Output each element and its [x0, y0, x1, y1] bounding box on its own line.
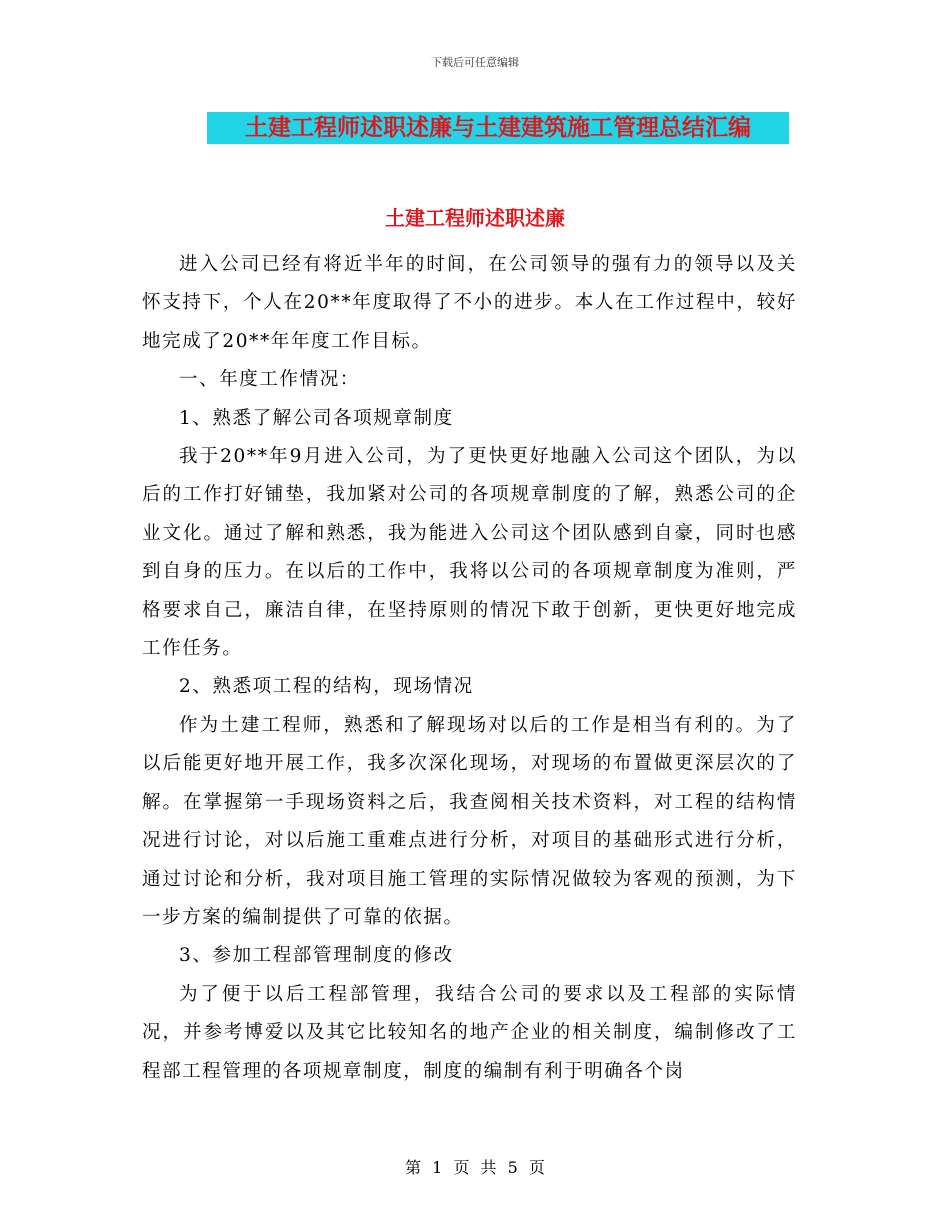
- document-body: [142, 246, 797, 1091]
- subheading-site: 2、熟悉项工程的结构，现场情况: [179, 676, 474, 698]
- document-title: 土建工程师述职述廉与土建建筑施工管理总结汇编: [207, 112, 789, 144]
- heading-annual-work: 一、年度工作情况：: [179, 369, 360, 391]
- paragraph-rules: 我于20**年9月进入公司，为了更快更好地融入公司这个团队，为以后的工作打好铺垫，我加紧对公司的各项规章制度的了解，熟悉公司的企业文化。通过了解和熟悉，我为能进入公司这个团队感到自豪，同时也感到自身的压力。在以后的工作中，我将以公司的各项规章制度为准则，严格要求自己，廉洁自律，在坚持原则的情况下敢于创新，更快更好地完成工作任务。: [142, 446, 797, 660]
- subheading-management: 3、参加工程部管理制度的修改: [179, 945, 454, 967]
- paragraph-intro: 进入公司已经有将近半年的时间，在公司领导的强有力的领导以及关怀支持下，个人在20**年度取得了不小的进步。本人在工作过程中，较好地完成了20**年年度工作目标。: [142, 254, 797, 352]
- page-number: 第 1 页 共 5 页: [405, 1158, 545, 1177]
- page-header-note: 下载后可任意编辑: [431, 56, 519, 69]
- paragraph-site: 作为土建工程师，熟悉和了解现场对以后的工作是相当有利的。为了以后能更好地开展工作，我多次深化现场，对现场的布置做更深层次的了解。在掌握第一手现场资料之后，我查阅相关技术资料，对工程的结构情况进行讨论，对以后施工重难点进行分析，对项目的基础形式进行分析，通过讨论和分析，我对项目施工管理的实际情况做较为客观的预测，为下一步方案的编制提供了可靠的依据。: [142, 714, 797, 928]
- subheading-rules: 1、熟悉了解公司各项规章制度: [179, 407, 454, 429]
- paragraph-management: 为了便于以后工程部管理，我结合公司的要求以及工程部的实际情况，并参考博爱以及其它比较知名的地产企业的相关制度，编制修改了工程部工程管理的各项规章制度，制度的编制有利于明确各个岗: [142, 983, 797, 1082]
- section-title: 土建工程师述职述廉: [385, 206, 565, 230]
